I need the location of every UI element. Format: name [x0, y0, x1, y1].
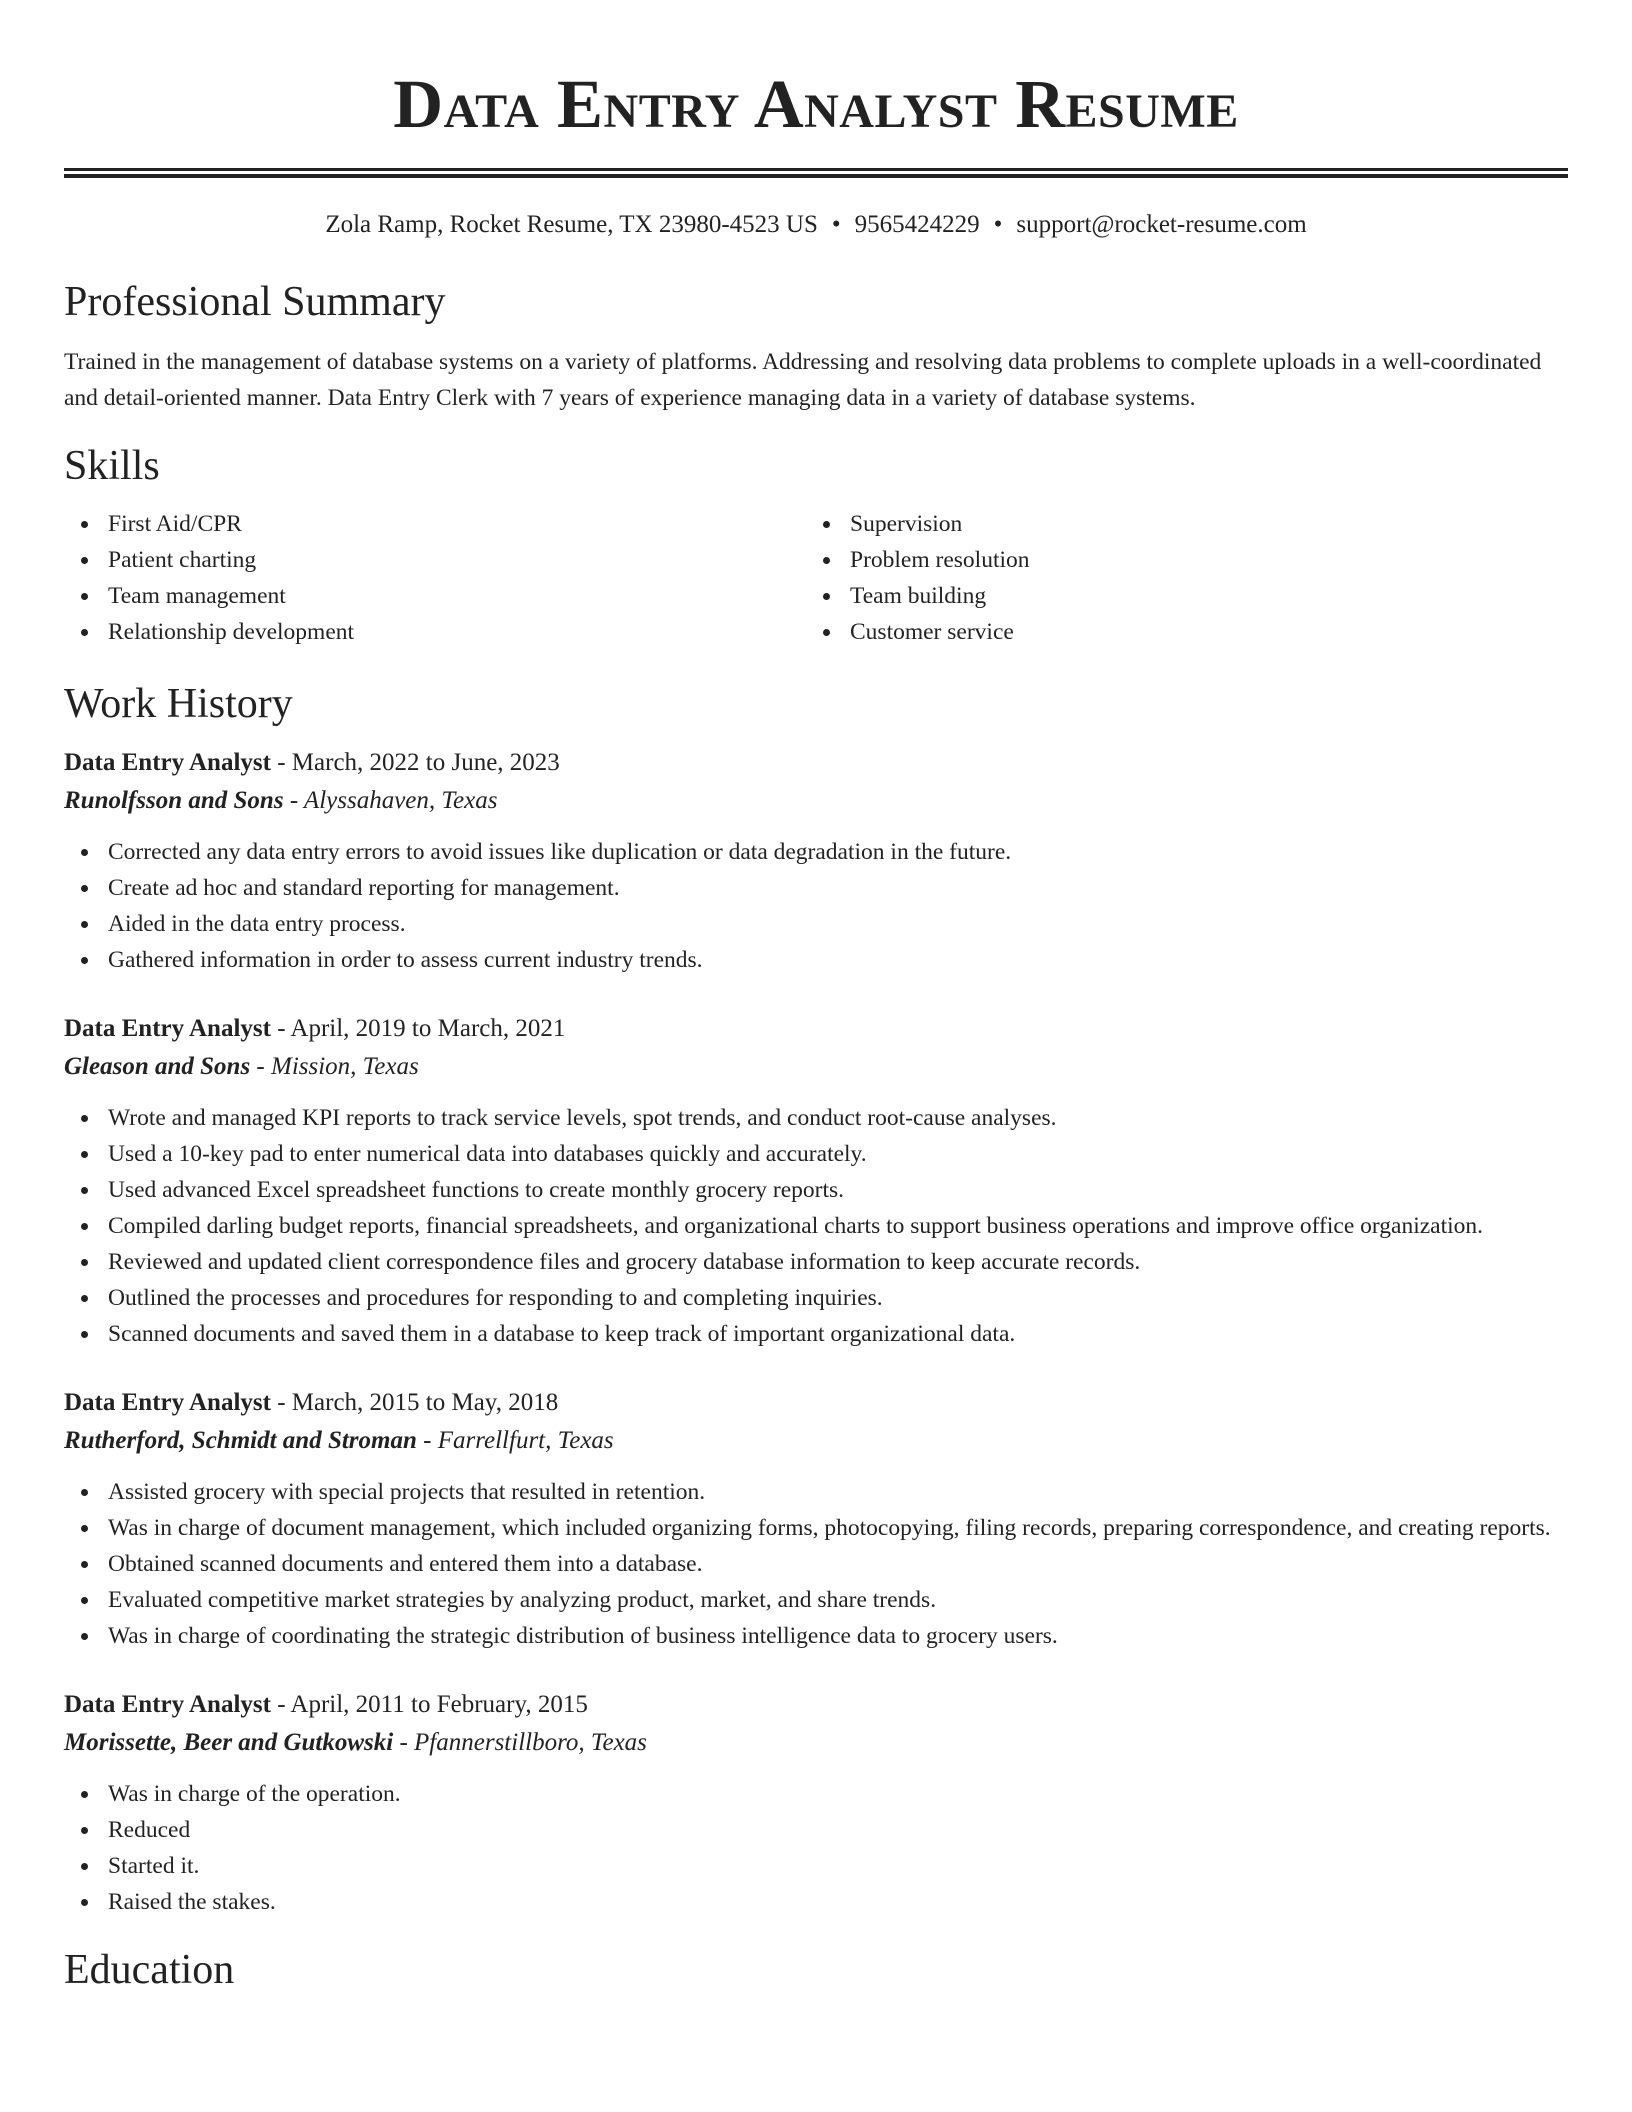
- skill-item: Team building: [850, 578, 1548, 614]
- job-bullet-list: [64, 1776, 1568, 1920]
- contact-email: support@rocket-resume.com: [1016, 211, 1307, 238]
- skills-section: [64, 438, 1568, 650]
- job-title-line: [64, 1686, 1568, 1724]
- job-bullet: Started it.: [108, 1848, 1568, 1884]
- job-bullet-list: [64, 834, 1568, 978]
- job-bullet-list: [64, 1100, 1568, 1352]
- job-bullet: Raised the stakes.: [108, 1884, 1568, 1920]
- job-title-line: [64, 1010, 1568, 1048]
- job-company-line: [64, 782, 1568, 820]
- education-section: [64, 1942, 1568, 1998]
- job-location: - Pfannerstillboro, Texas: [393, 1729, 647, 1756]
- job-dates: - March, 2015 to May, 2018: [270, 1389, 559, 1416]
- job-bullet: Reviewed and updated client correspondence files and grocery database information to keep accurate records.: [108, 1244, 1568, 1280]
- job-bullet: Wrote and managed KPI reports to track service levels, spot trends, and conduct root-cause analyses.: [108, 1100, 1568, 1136]
- job-entry: [64, 744, 1568, 978]
- resume-title: Data Entry Analyst Resume: [393, 66, 1239, 142]
- job-bullet: Evaluated competitive market strategies by analyzing product, market, and share trends.: [108, 1582, 1568, 1618]
- contact-separator: •: [831, 211, 841, 238]
- job-bullet: Corrected any data entry errors to avoid issues like duplication or data degradation in the future.: [108, 834, 1568, 870]
- resume-page: [64, 0, 1568, 1998]
- job-bullet: Assisted grocery with special projects that resulted in retention.: [108, 1474, 1568, 1510]
- job-bullet: Compiled darling budget reports, financial spreadsheets, and organizational charts to support business operations and improve office organization.: [108, 1208, 1568, 1244]
- job-company: Runolfsson and Sons: [64, 787, 284, 814]
- skills-list-left: [64, 506, 806, 650]
- skills-column-right: [806, 506, 1548, 650]
- job-bullet: Outlined the processes and procedures for responding to and completing inquiries.: [108, 1280, 1568, 1316]
- job-location: - Alyssahaven, Texas: [283, 787, 498, 814]
- job-entry: [64, 1010, 1568, 1352]
- education-heading: Education: [64, 1947, 235, 1993]
- job-dates: - March, 2022 to June, 2023: [270, 749, 560, 776]
- job-title: Data Entry Analyst: [64, 1691, 271, 1718]
- job-bullet: Reduced: [108, 1812, 1568, 1848]
- work-history-section: [64, 676, 1568, 1920]
- work-history-heading: Work History: [64, 681, 293, 727]
- job-bullet: Obtained scanned documents and entered them into a database.: [108, 1546, 1568, 1582]
- contact-phone: 9565424229: [854, 211, 980, 238]
- summary-section: [64, 274, 1568, 416]
- job-bullet: Scanned documents and saved them in a database to keep track of important organizational data.: [108, 1316, 1568, 1352]
- skills-column-left: [64, 506, 806, 650]
- job-bullet: Was in charge of document management, which included organizing forms, photocopying, filing records, preparing correspondence, and creating reports.: [108, 1510, 1568, 1546]
- job-dates: - April, 2019 to March, 2021: [270, 1015, 566, 1042]
- title-divider: [64, 168, 1568, 178]
- job-bullet: Gathered information in order to assess current industry trends.: [108, 942, 1568, 978]
- skills-list-right: [806, 506, 1548, 650]
- job-company: Rutherford, Schmidt and Stroman: [64, 1427, 417, 1454]
- skill-item: Team management: [108, 578, 806, 614]
- job-bullet: Used advanced Excel spreadsheet functions to create monthly grocery reports.: [108, 1172, 1568, 1208]
- skill-item: First Aid/CPR: [108, 506, 806, 542]
- job-bullet: Was in charge of the operation.: [108, 1776, 1568, 1812]
- job-company-line: [64, 1048, 1568, 1086]
- skill-item: Problem resolution: [850, 542, 1548, 578]
- job-location: - Farrellfurt, Texas: [416, 1427, 614, 1454]
- skill-item: Relationship development: [108, 614, 806, 650]
- job-entry: [64, 1686, 1568, 1920]
- job-bullet: Create ad hoc and standard reporting for management.: [108, 870, 1568, 906]
- job-bullet: Aided in the data entry process.: [108, 906, 1568, 942]
- job-title: Data Entry Analyst: [64, 1015, 271, 1042]
- job-company-line: [64, 1422, 1568, 1460]
- job-bullet: Was in charge of coordinating the strategic distribution of business intelligence data to grocery users.: [108, 1618, 1568, 1654]
- contact-address: Zola Ramp, Rocket Resume, TX 23980-4523 US: [325, 211, 818, 238]
- job-title-line: [64, 744, 1568, 782]
- job-company: Morissette, Beer and Gutkowski: [64, 1729, 394, 1756]
- job-title-line: [64, 1384, 1568, 1422]
- contact-line: [64, 208, 1568, 242]
- summary-text: Trained in the management of database systems on a variety of platforms. Addressing and resolving data problems to complete uploads in a well-coordinated and detail-oriented manner. Data Entry Clerk with 7 years of experience managing data in a variety of database systems.: [64, 349, 1542, 411]
- job-title: Data Entry Analyst: [64, 1389, 271, 1416]
- job-bullet-list: [64, 1474, 1568, 1654]
- job-location: - Mission, Texas: [250, 1053, 419, 1080]
- job-dates: - April, 2011 to February, 2015: [270, 1691, 588, 1718]
- job-title: Data Entry Analyst: [64, 749, 271, 776]
- job-entry: [64, 1384, 1568, 1654]
- skill-item: Customer service: [850, 614, 1548, 650]
- skills-grid: [64, 506, 1568, 650]
- skill-item: Supervision: [850, 506, 1548, 542]
- skill-item: Patient charting: [108, 542, 806, 578]
- contact-separator: •: [993, 211, 1003, 238]
- job-company: Gleason and Sons: [64, 1053, 251, 1080]
- skills-heading: Skills: [64, 443, 160, 489]
- job-bullet: Used a 10-key pad to enter numerical data into databases quickly and accurately.: [108, 1136, 1568, 1172]
- summary-heading: Professional Summary: [64, 279, 446, 325]
- job-company-line: [64, 1724, 1568, 1762]
